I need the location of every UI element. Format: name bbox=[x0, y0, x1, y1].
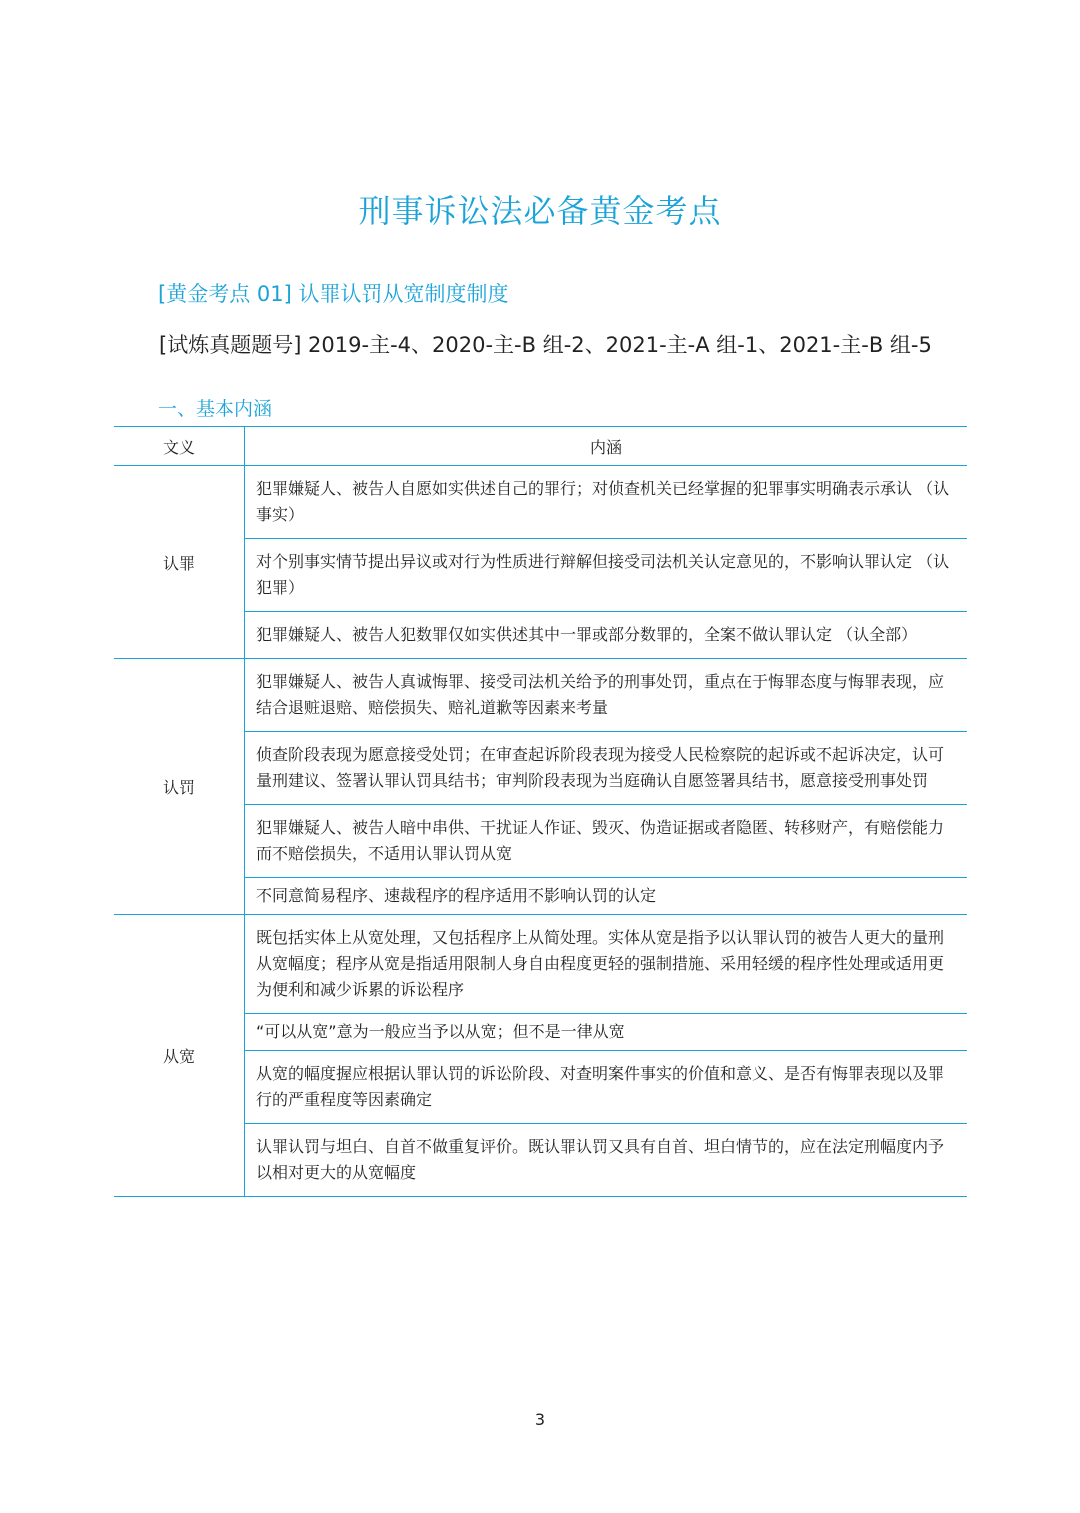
header-neihan: 内涵 bbox=[245, 427, 968, 466]
item-cell: 犯罪嫌疑人、被告人真诚悔罪、接受司法机关给予的刑事处罚，重点在于悔罪态度与悔罪表现，应结合退赃退赔、赔偿损失、赔礼道歉等因素来考量 bbox=[245, 659, 968, 732]
item-cell: 侦查阶段表现为愿意接受处罚；在审查起诉阶段表现为接受人民检察院的起诉或不起诉决定，认可量刑建议、签署认罪认罚具结书；审判阶段表现为当庭确认自愿签署具结书，愿意接受刑事处罚 bbox=[245, 732, 968, 805]
page-title: 刑事诉讼法必备黄金考点 bbox=[358, 192, 722, 230]
table-header-row bbox=[114, 427, 967, 466]
category-cell: 认罪 bbox=[114, 466, 245, 659]
table-row bbox=[114, 915, 967, 1014]
item-cell: 犯罪嫌疑人、被告人自愿如实供述自己的罪行；对侦查机关已经掌握的犯罪事实明确表示承认 （认事实） bbox=[245, 466, 968, 539]
section-heading: [黄金考点 01] 认罪认罚从宽制度制度 bbox=[158, 282, 509, 306]
table-row bbox=[114, 466, 967, 539]
item-cell: “可以从宽”意为一般应当予以从宽；但不是一律从宽 bbox=[245, 1014, 968, 1051]
header-wenyi: 文义 bbox=[114, 427, 245, 466]
page-number: 3 bbox=[534, 1410, 546, 1429]
item-cell: 从宽的幅度握应根据认罪认罚的诉讼阶段、对查明案件事实的价值和意义、是否有悔罪表现以及罪行的严重程度等因素确定 bbox=[245, 1051, 968, 1124]
item-cell: 犯罪嫌疑人、被告人暗中串供、干扰证人作证、毁灭、伪造证据或者隐匿、转移财产，有赔偿能力而不赔偿损失，不适用认罪认罚从宽 bbox=[245, 805, 968, 878]
subheading: 一、基本内涵 bbox=[158, 398, 273, 420]
item-cell: 对个别事实情节提出异议或对行为性质进行辩解但接受司法机关认定意见的，不影响认罪认定 （认犯罪） bbox=[245, 539, 968, 612]
item-cell: 犯罪嫌疑人、被告人犯数罪仅如实供述其中一罪或部分数罪的，全案不做认罪认定 （认全部） bbox=[245, 612, 968, 659]
item-cell: 不同意简易程序、速裁程序的程序适用不影响认罚的认定 bbox=[245, 878, 968, 915]
category-cell: 从宽 bbox=[114, 915, 245, 1197]
category-cell: 认罚 bbox=[114, 659, 245, 915]
item-cell: 既包括实体上从宽处理，又包括程序上从简处理。实体从宽是指予以认罪认罚的被告人更大的量刑从宽幅度；程序从宽是指适用限制人身自由程度更轻的强制措施、采用轻缓的程序性处理或适用更为便利和减少诉累的诉讼程序 bbox=[245, 915, 968, 1014]
item-cell: 认罪认罚与坦白、自首不做重复评价。既认罪认罚又具有自首、坦白情节的，应在法定刑幅度内予以相对更大的从宽幅度 bbox=[245, 1124, 968, 1197]
table-row bbox=[114, 659, 967, 732]
exam-references: [试炼真题题号] 2019-主-4、2020-主-B 组-2、2021-主-A 组-1、2021-主-B 组-5 bbox=[159, 333, 932, 357]
content-table bbox=[114, 426, 967, 1197]
